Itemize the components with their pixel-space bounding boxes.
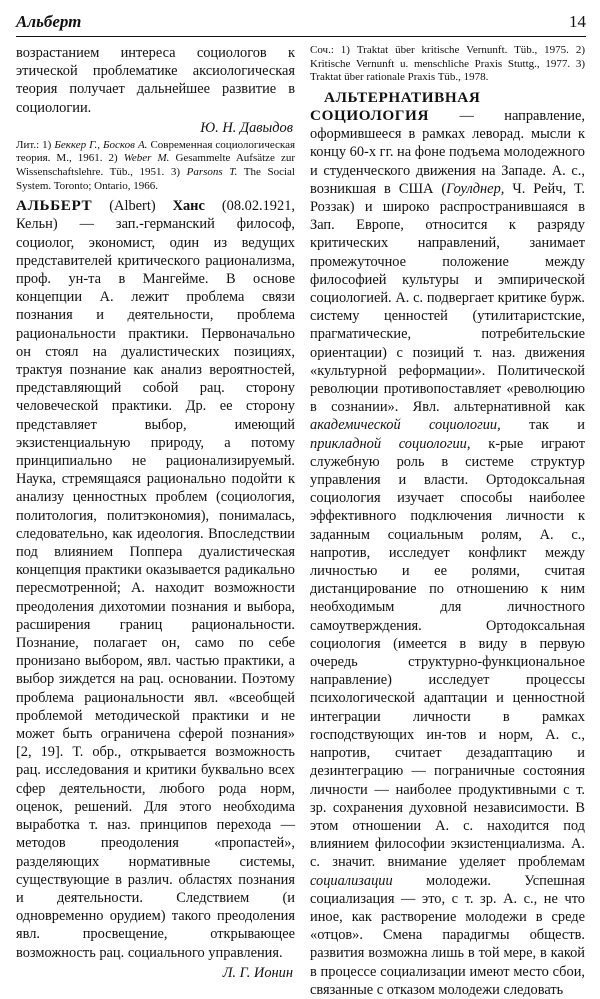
literature-list	[16, 139, 295, 193]
author-signature: Ю. Н. Давыдов	[200, 119, 293, 136]
article-latin-name: (Albert)	[109, 198, 156, 215]
author-signature: Л. Г. Ионин	[222, 964, 293, 981]
cross-reference: Гоулднер,	[446, 180, 505, 197]
running-header	[16, 8, 586, 34]
cross-reference: прикладной социологии,	[310, 435, 471, 452]
article-alternative-sociology	[310, 89, 585, 999]
header-rule	[16, 36, 586, 37]
page-number: 14	[569, 12, 586, 31]
article-body: (08.02.1921, Кельн) — зап.-германский философ, социолог, экономист, один из ведущих представителей критического рационализма, проф. ун-та в Мангейме. В основе концепции А. лежит проблема связи познания и деятельности, проблема рациональности практики. Первоначально он стоял на дуалистических позициях, трактуя познание как анализ вероятностей, представляющий собой рац. сторону человеческой практики. Др. ее сторону представляет выбор, имеющий экзистенциальную природу, а потому принципиально не рационализируемый. Наука, стремящаяся рационально подойти к анализу ценностных проблем (социология, политология, политэкономия), понималась, следовательно, как идеология. Впоследствии под влиянием Поппера дуалистическая концепция практики оказывается радикально пересмотренной; А. находит возможности преодоления дихотомии познания и выбора, расширения границ рациональности. Познание, полагает он, само по себе пронизано выбором, явл. частью практики, а выбор зиждется на рац. основании. Поэтому проблема рациональности явл. «всеобщей проблемой методической практики и не может быть ограничена сферой познания» [2, 19]. Т. обр., открывается возможность рац. исследования и критики буквально всех сфер деятельности, любого рода норм, оценок, решений. Для этого необходима выработка т. наз. принципов перехода — методов преодоления «пропастей», разделяющих нормативные системы, существующие в различ. областях познания и деятельности. Следствием (и одновременно орудием) такого преодоления явл. просвещение, открывающее возможность рац. социального управления.	[16, 198, 295, 961]
article-body: молодежи. Успешная социализация — это, с т. зр. А. с., не что иное, как растворение молодежи в среде «отцов». Смена парадигмы обществ. развития возможна лишь в той мере, в какой в процессе социализации имеют место сбои, связанные с отказом молодежи следовать	[310, 872, 585, 998]
literature-title: Gesammelte Aufsätze zur Wissenschaftslehre. Tüb., 1951. 3)	[16, 152, 296, 178]
works-list: Соч.: 1) Traktat über kritische Vernunft. Tüb., 1975. 2) Kritische Vernunft u. menschliche Praxis Stuttg., 1977. 3) Traktat über rationale Praxis Tüb., 1978.	[310, 44, 585, 84]
article-body: — направление, оформившееся в рамках леворад. мысли к концу 60-х гг. на фоне подъема молодежного и студенческого движения на Западе. А. с., возникшая в США (	[310, 107, 585, 197]
article-headword: АЛЬТЕРНАТИВНАЯ СОЦИОЛОГИЯ	[310, 88, 481, 124]
continuation-paragraph: возрастанием интереса социологов к этической проблематике аксиологическая теория получает дальнейшее развитие в социологии.	[16, 45, 295, 116]
literature-author: Weber M.	[123, 152, 170, 165]
article-first-name: Ханс	[172, 198, 205, 215]
article-body: к-рые играют служебную роль в системе структур управления и власти. Ортодоксальная социология изучает способы наиболее эффективного подключения личности к заданным социальным ролям, А. с., напротив, исследует конфликт между личностью и ее ролями, считая дистанцирование по отношению к ним необходимым для личностного самоутверждения. Ортодоксальная социология (имеется в виду в первую очередь структурно-функциональное направление) исследует процессы психологической адаптации и ценностной интеграции личности в рамках господствующих ин-тов и норм, А. с., напротив, считает дезадаптацию и дезинтеграцию — пограничные состояния личности — наиболее продуктивными с т. зр. сохранения духовной независимости. В этом отношении А. с. находится под влиянием философии экзистенциализма. А. с. значит. внимание уделяет проблемам	[310, 435, 585, 871]
literature-title: Современная социологическая теория. М., 1961. 2)	[16, 138, 296, 165]
cross-reference: академической социологии,	[310, 417, 501, 434]
article-body: Ч. Рейч, Т. Роззак) и широко распространившаяся в Зап. Европе, относится к разряду критических направлений, занимает промежуточное положение между философией культуры и эмпирической социологией. А. с. подвергает критике бурж. систему ценностей (утилитаристские, прагматические, потребительские ориентации) с позиций т. наз. движения «культурной реформации». Политической революции противопоставляет «революцию в сознании». Явл. альтернативной как	[310, 180, 585, 416]
article-headword: АЛЬБЕРТ	[16, 197, 93, 215]
literature-label: Лит.: 1)	[16, 138, 52, 151]
article-body: так и	[500, 417, 585, 434]
literature-author: Parsons T.	[186, 166, 238, 178]
left-column	[16, 44, 295, 984]
running-title: Альберт	[16, 12, 82, 31]
cross-reference: социализации	[310, 872, 393, 889]
literature-title: The Social System. Toronto; Ontario, 1966.	[16, 166, 295, 192]
right-column	[310, 44, 585, 999]
article-albert	[16, 197, 295, 962]
literature-author: Беккер Г., Босков А.	[54, 138, 148, 151]
